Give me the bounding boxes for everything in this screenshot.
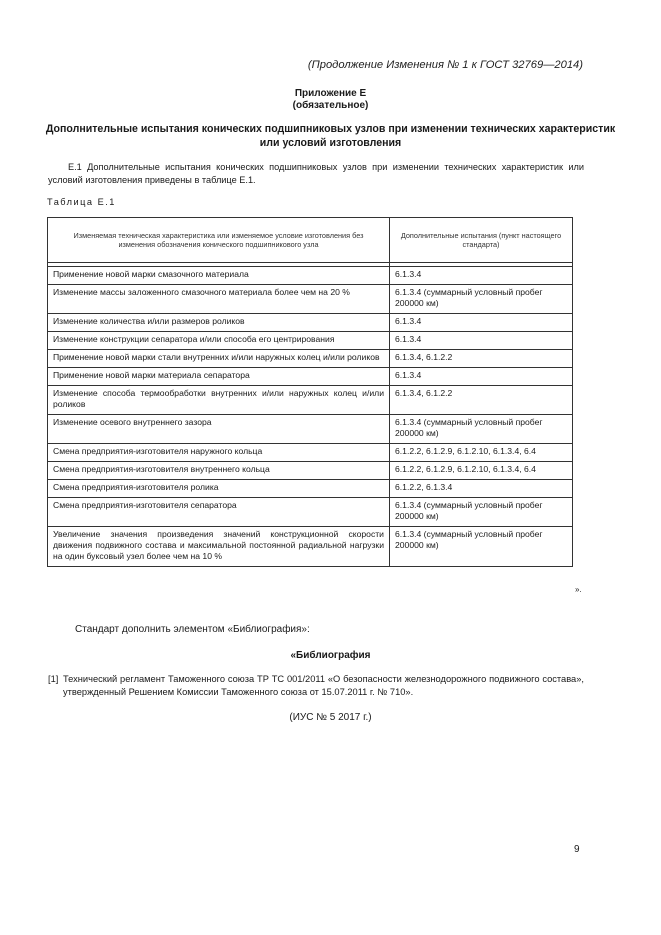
table-row bbox=[48, 415, 573, 444]
table-cell-tests: 6.1.2.2, 6.1.2.9, 6.1.2.10, 6.1.3.4, 6.4 bbox=[390, 444, 573, 462]
table-cell-change: Изменение осевого внутреннего зазора bbox=[48, 415, 390, 444]
table-label: Таблица Е.1 bbox=[47, 197, 116, 207]
table-cell-tests: 6.1.3.4, 6.1.2.2 bbox=[390, 350, 573, 368]
table-row bbox=[48, 350, 573, 368]
table-cell-tests: 6.1.3.4 bbox=[390, 267, 573, 285]
table-cell-tests: 6.1.2.2, 6.1.2.9, 6.1.2.10, 6.1.3.4, 6.4 bbox=[390, 462, 573, 480]
table-cell-tests: 6.1.3.4, 6.1.2.2 bbox=[390, 386, 573, 415]
table-cell-change: Изменение массы заложенного смазочного материала более чем на 20 % bbox=[48, 285, 390, 314]
table-cell-change: Применение новой марки стали внутренних и/или наружных колец и/или роликов bbox=[48, 350, 390, 368]
table-row bbox=[48, 386, 573, 415]
bibliography-item bbox=[48, 673, 584, 698]
bibliography-title: «Библиография bbox=[290, 650, 371, 661]
table-cell-tests: 6.1.3.4 (суммарный условный пробег 200000 км) bbox=[390, 285, 573, 314]
table-cell-change: Смена предприятия-изготовителя сепаратора bbox=[48, 498, 390, 527]
table-row bbox=[48, 444, 573, 462]
table-cell-tests: 6.1.3.4 (суммарный условный пробег 200000 км) bbox=[390, 415, 573, 444]
table-cell-tests: 6.1.3.4 bbox=[390, 314, 573, 332]
table-row bbox=[48, 314, 573, 332]
table-cell-change: Изменение способа термообработки внутренних и/или наружных колец и/или роликов bbox=[48, 386, 390, 415]
continuation-header: (Продолжение Изменения № 1 к ГОСТ 32769—2014) bbox=[307, 59, 583, 71]
table-row bbox=[48, 498, 573, 527]
table-cell-change: Смена предприятия-изготовителя внутреннего кольца bbox=[48, 462, 390, 480]
table-cell-tests: 6.1.3.4 bbox=[390, 368, 573, 386]
table-header-tests: Дополнительные испытания (пункт настоящего стандарта) bbox=[390, 218, 573, 263]
table-cell-change: Применение новой марки материала сепаратора bbox=[48, 368, 390, 386]
table-cell-change: Применение новой марки смазочного материала bbox=[48, 267, 390, 285]
appendix-title: Приложение Е bbox=[294, 88, 367, 99]
table-header-row bbox=[48, 218, 573, 263]
intro-paragraph: Е.1 Дополнительные испытания конических подшипниковых узлов при изменении технических характеристик или условий изготовления приведены в таблице Е.1. bbox=[48, 162, 584, 185]
table-cell-change: Изменение количества и/или размеров роликов bbox=[48, 314, 390, 332]
tests-table bbox=[47, 217, 573, 567]
table-cell-change: Изменение конструкции сепаратора и/или способа его центрирования bbox=[48, 332, 390, 350]
table-cell-tests: 6.1.3.4 (суммарный условный пробег 200000 км) bbox=[390, 498, 573, 527]
table-row bbox=[48, 368, 573, 386]
ius-reference: (ИУС № 5 2017 г.) bbox=[289, 712, 372, 723]
table-row bbox=[48, 267, 573, 285]
page-number: 9 bbox=[574, 844, 580, 855]
table-cell-change: Увеличение значения произведения значений конструкционной скорости движения подвижного состава и максимальной постоянной радиальной нагрузки на один буксовый узел более чем на 10 % bbox=[48, 527, 390, 567]
bibliography-item-text: Технический регламент Таможенного союза ТР ТС 001/2011 «О безопасности железнодорожного подвижного состава», утвержденный Решением Комиссии Таможенного союза от 15.07.2011 г. № 710». bbox=[63, 674, 584, 697]
supplement-text: Стандарт дополнить элементом «Библиография»: bbox=[75, 624, 310, 635]
table-row bbox=[48, 332, 573, 350]
table-cell-tests: 6.1.3.4 bbox=[390, 332, 573, 350]
table-row bbox=[48, 285, 573, 314]
table-closing-mark: ». bbox=[575, 585, 582, 594]
table-row bbox=[48, 527, 573, 567]
table-cell-tests: 6.1.3.4 (суммарный условный пробег 200000 км) bbox=[390, 527, 573, 567]
section-title: Дополнительные испытания конических подшипниковых узлов при изменении технических характеристик или условий изготовления bbox=[45, 123, 616, 149]
table-cell-change: Смена предприятия-изготовителя ролика bbox=[48, 480, 390, 498]
table-cell-change: Смена предприятия-изготовителя наружного кольца bbox=[48, 444, 390, 462]
bibliography-item-number: [1] bbox=[48, 674, 59, 684]
table-header-change: Изменяемая техническая характеристика или изменяемое условие изготовления без изменения обозначения конического подшипникового узла bbox=[48, 218, 390, 263]
table-row bbox=[48, 462, 573, 480]
table-row bbox=[48, 480, 573, 498]
table-cell-tests: 6.1.2.2, 6.1.3.4 bbox=[390, 480, 573, 498]
appendix-status: (обязательное) bbox=[292, 100, 369, 111]
